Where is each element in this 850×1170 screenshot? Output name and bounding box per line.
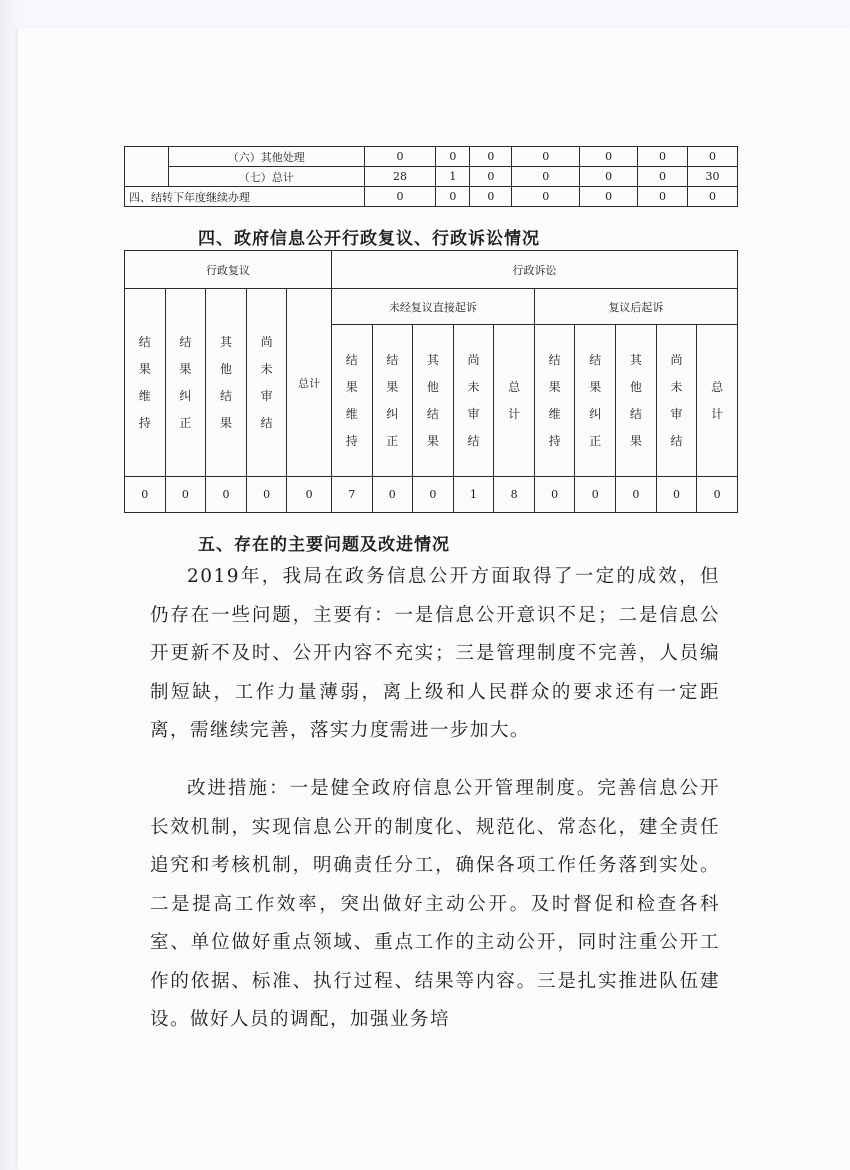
table-cell: 0 xyxy=(165,477,206,513)
col-total: 总计 xyxy=(287,289,332,477)
col-pending: 尚 未 审 结 xyxy=(260,335,273,430)
col-upheld: 结 果 维 持 xyxy=(548,353,561,448)
table-cell: 0 xyxy=(246,477,287,513)
disposal-table xyxy=(124,146,738,207)
table-cell: 0 xyxy=(687,187,737,207)
row-label: 四、结转下年度继续办理 xyxy=(125,187,365,207)
table-cell: 0 xyxy=(534,477,575,513)
table-cell: 0 xyxy=(364,147,436,167)
improvement-paragraph: 改进措施：一是健全政府信息公开管理制度。完善信息公开长效机制，实现信息公开的制度化、规范化、常态化，建全责任追究和考核机制，明确责任分工，确保各项工作任务落到实处。二是提高工作效率，突出做好主动公开。及时督促和检查各科室、单位做好重点领域、重点工作的主动公开，同时注重公开工作的依据、标准、执行过程、结果等内容。三是扎实推进队伍建设。做好人员的调配，加强业务培 xyxy=(150,778,720,1030)
table-cell: 0 xyxy=(580,187,638,207)
admin-litigation-header: 行政诉讼 xyxy=(331,251,737,289)
col-corrected: 结 果 纠 正 xyxy=(589,353,602,448)
table-cell: 0 xyxy=(512,187,580,207)
after-review-header: 复议后起诉 xyxy=(534,289,737,325)
table-cell: 7 xyxy=(331,477,372,513)
row-label: （七）总计 xyxy=(168,167,364,187)
table-cell: 0 xyxy=(580,147,638,167)
table-cell: 0 xyxy=(413,477,454,513)
col-other: 其 他 结 果 xyxy=(629,353,642,448)
col-other: 其 他 结 果 xyxy=(426,353,439,448)
problems-paragraph: 2019年，我局在政务信息公开方面取得了一定的成效，但仍存在一些问题，主要有：一是信息公开意识不足；二是信息公开更新不及时、公开内容不充实；三是管理制度不完善，人员编制短缺，工作力量薄弱，离上级和人民群众的要求还有一定距离，需继续完善，落实力度需进一步加大。 xyxy=(150,566,720,741)
table-row xyxy=(125,187,738,207)
table-cell: 0 xyxy=(436,187,470,207)
table-cell: 0 xyxy=(575,477,616,513)
table-cell: 0 xyxy=(125,477,166,513)
col-total: 总 计 xyxy=(711,380,724,421)
table-cell: 0 xyxy=(470,147,512,167)
row-label: （六）其他处理 xyxy=(168,147,364,167)
table-cell: 0 xyxy=(697,477,738,513)
table-cell: 0 xyxy=(470,167,512,187)
table-cell: 0 xyxy=(638,167,688,187)
table-cell: 0 xyxy=(656,477,697,513)
table-cell: 0 xyxy=(687,147,737,167)
section-title: 四、政府信息公开行政复议、行政诉讼情况 xyxy=(198,229,540,249)
col-upheld: 结 果 维 持 xyxy=(138,335,151,430)
col-upheld: 结 果 维 持 xyxy=(345,353,358,448)
table-cell: 30 xyxy=(687,167,737,187)
table-cell: 0 xyxy=(436,147,470,167)
scan-edge xyxy=(0,0,20,1170)
col-pending: 尚 未 审 结 xyxy=(670,353,683,448)
col-corrected: 结 果 纠 正 xyxy=(179,335,192,430)
litigation-table xyxy=(124,250,738,513)
table-cell: 0 xyxy=(638,147,688,167)
table-cell: 8 xyxy=(494,477,535,513)
table-cell: 0 xyxy=(638,187,688,207)
table-cell: 0 xyxy=(470,187,512,207)
table-cell: 0 xyxy=(206,477,247,513)
table-cell: 1 xyxy=(453,477,494,513)
table-cell: 0 xyxy=(616,477,657,513)
table-row xyxy=(125,147,738,167)
table-cell: 0 xyxy=(287,477,332,513)
table-cell: 0 xyxy=(512,167,580,187)
admin-review-header: 行政复议 xyxy=(125,251,332,289)
table-row xyxy=(125,477,738,513)
table-cell: 0 xyxy=(580,167,638,187)
table-cell: 0 xyxy=(512,147,580,167)
direct-suit-header: 未经复议直接起诉 xyxy=(331,289,534,325)
col-total: 总 计 xyxy=(508,380,521,421)
table-cell: 0 xyxy=(364,187,436,207)
col-other: 其 他 结 果 xyxy=(219,335,232,430)
col-pending: 尚 未 审 结 xyxy=(467,353,480,448)
table-cell: 0 xyxy=(372,477,413,513)
table-row xyxy=(125,167,738,187)
table-cell: 28 xyxy=(364,167,436,187)
section-title: 五、存在的主要问题及改进情况 xyxy=(198,535,450,555)
col-corrected: 结 果 纠 正 xyxy=(386,353,399,448)
table-cell: 1 xyxy=(436,167,470,187)
